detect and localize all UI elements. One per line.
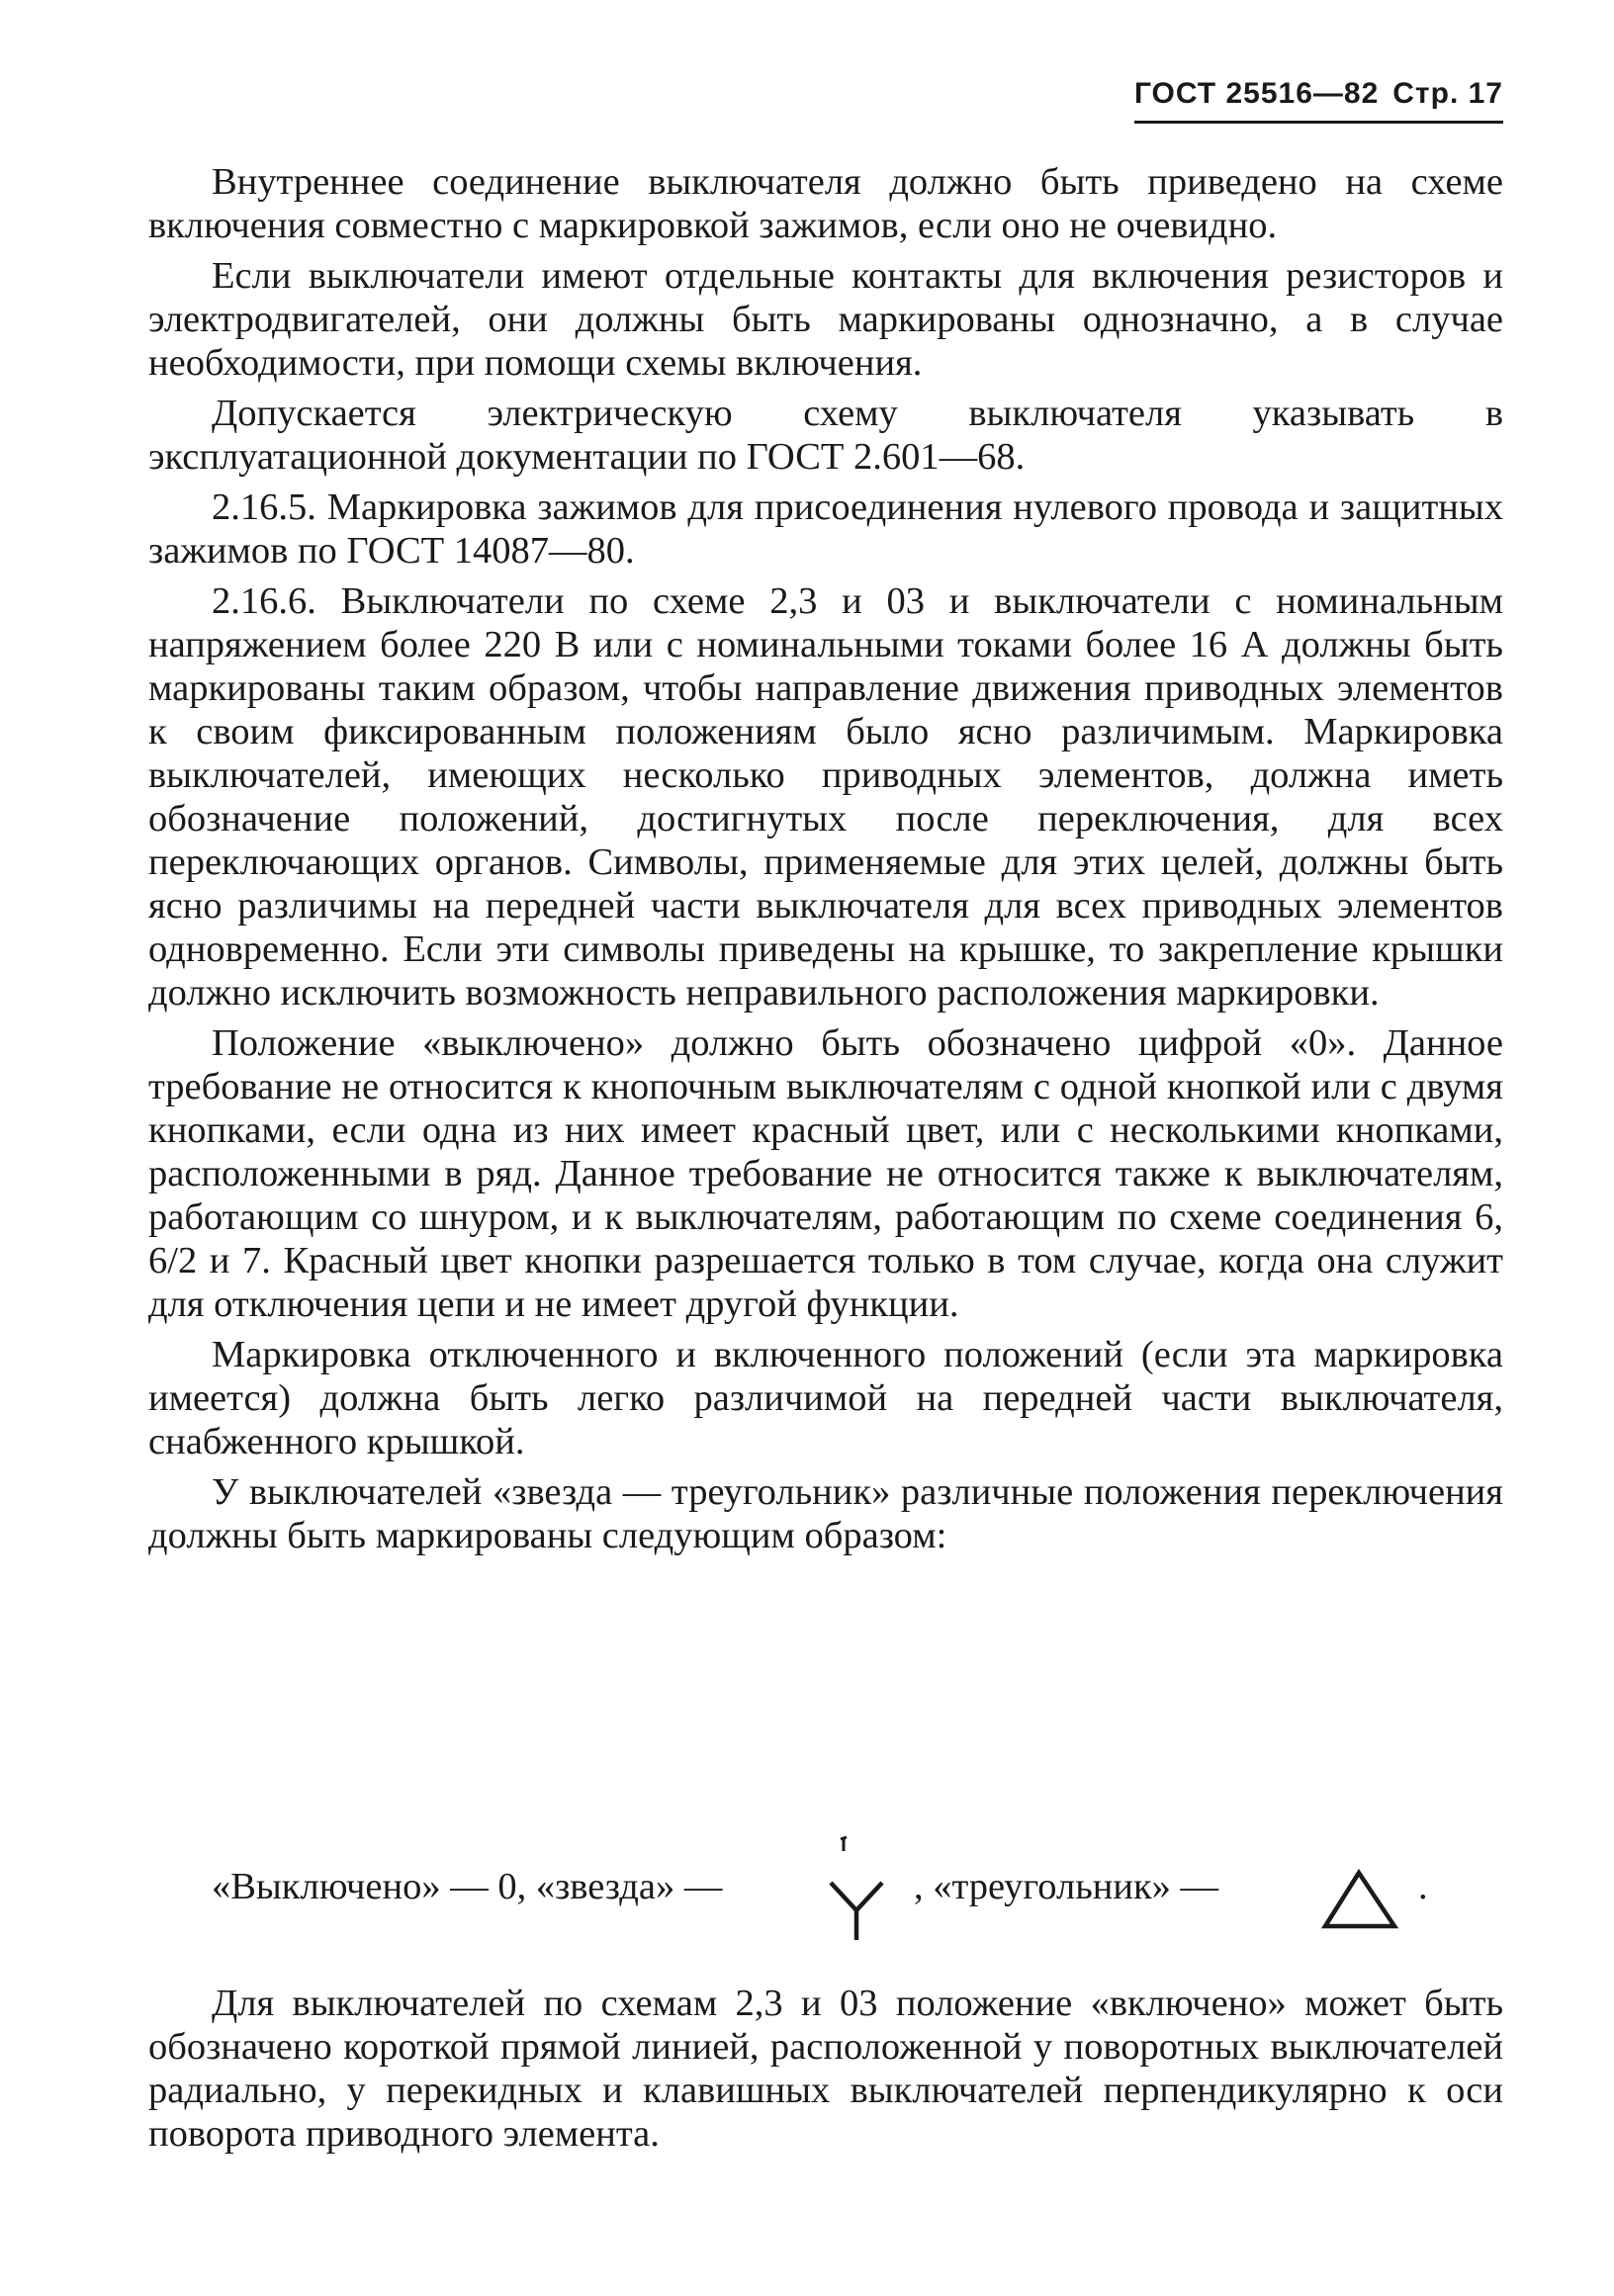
paragraph: Маркировка отключенного и включенного положений (если эта маркировка имеется) должна быть легко различимой на передней части выключателя, снабженного крышкой. — [148, 1334, 1503, 1462]
formula-text-off-star: «Выключено» — 0, «звезда» — — [212, 1866, 723, 1907]
formula-text-triangle: , «треугольник» — — [914, 1866, 1219, 1907]
closing-text — [148, 1982, 1503, 2156]
formula-end-dot: . — [1418, 1866, 1428, 1907]
paragraph: У выключателей «звезда — треугольник» различные положения переключения должны быть маркированы следующим образом: — [148, 1471, 1503, 1556]
page-number: Стр. 17 — [1392, 77, 1503, 110]
position-symbols-line — [212, 1841, 1497, 1960]
paragraph: Допускается электрическую схему выключателя указывать в эксплуатационной документации по ГОСТ 2.601—68. — [148, 393, 1503, 478]
paragraph: Внутреннее соединение выключателя должно быть приведено на схеме включения совместно с маркировкой зажимов, если оно не очевидно. — [148, 161, 1503, 246]
paragraph: 2.16.6. Выключатели по схеме 2,3 и 03 и выключатели с номинальным напряжением более 220 В или с номинальными токами более 16 А должны быть маркированы таким образом, чтобы направление движения приводных элементов к своим фиксированным положениям было ясно различимым. Маркировка выключателей, имеющих несколько приводных элементов, должна иметь обозначение положений, достигнутых после переключения, для всех переключающих органов. Символы, применяемые для этих целей, должны быть ясно различимы на передней части выключателя для всех приводных элементов одновременно. Если эти символы приведены на крышке, то закрепление крышки должно исключить возможность неправильного расположения маркировки. — [148, 580, 1503, 1014]
standard-number: ГОСТ 25516—82 — [1133, 77, 1380, 110]
page-header — [1134, 77, 1503, 124]
paragraph: 2.16.5. Маркировка зажимов для присоединения нулевого провода и защитных зажимов по ГОСТ 14087—80. — [148, 486, 1503, 572]
main-text — [148, 160, 1503, 1564]
paragraph: Для выключателей по схемам 2,3 и 03 положение «включено» может быть обозначено короткой прямой линией, расположенной у поворотных выключателей радиально, у перекидных и клавишных выключателей перпендикулярно к оси поворота приводного элемента. — [148, 1983, 1503, 2155]
paragraph: Положение «выключено» должно быть обозначено цифрой «0». Данное требование не относится к кнопочным выключателям с одной кнопкой или с двумя кнопками, если одна из них имеет красный цвет, или с несколькими кнопками, расположенными в ряд. Данное требование не относится также к выключателям, работающим со шнуром, и к выключателям, работающим по схеме соединения 6, 6/2 и 7. Красный цвет кнопки разрешается только в том случае, когда она служит для отключения цепи и не имеет другой функции. — [148, 1022, 1503, 1325]
paragraph: Если выключатели имеют отдельные контакты для включения резисторов и электродвигателей, они должны быть маркированы однозначно, а в случае необходимости, при помощи схемы включения. — [148, 255, 1503, 384]
star-symbol-icon — [823, 1833, 892, 1942]
triangle-symbol-icon — [1321, 1869, 1400, 1930]
